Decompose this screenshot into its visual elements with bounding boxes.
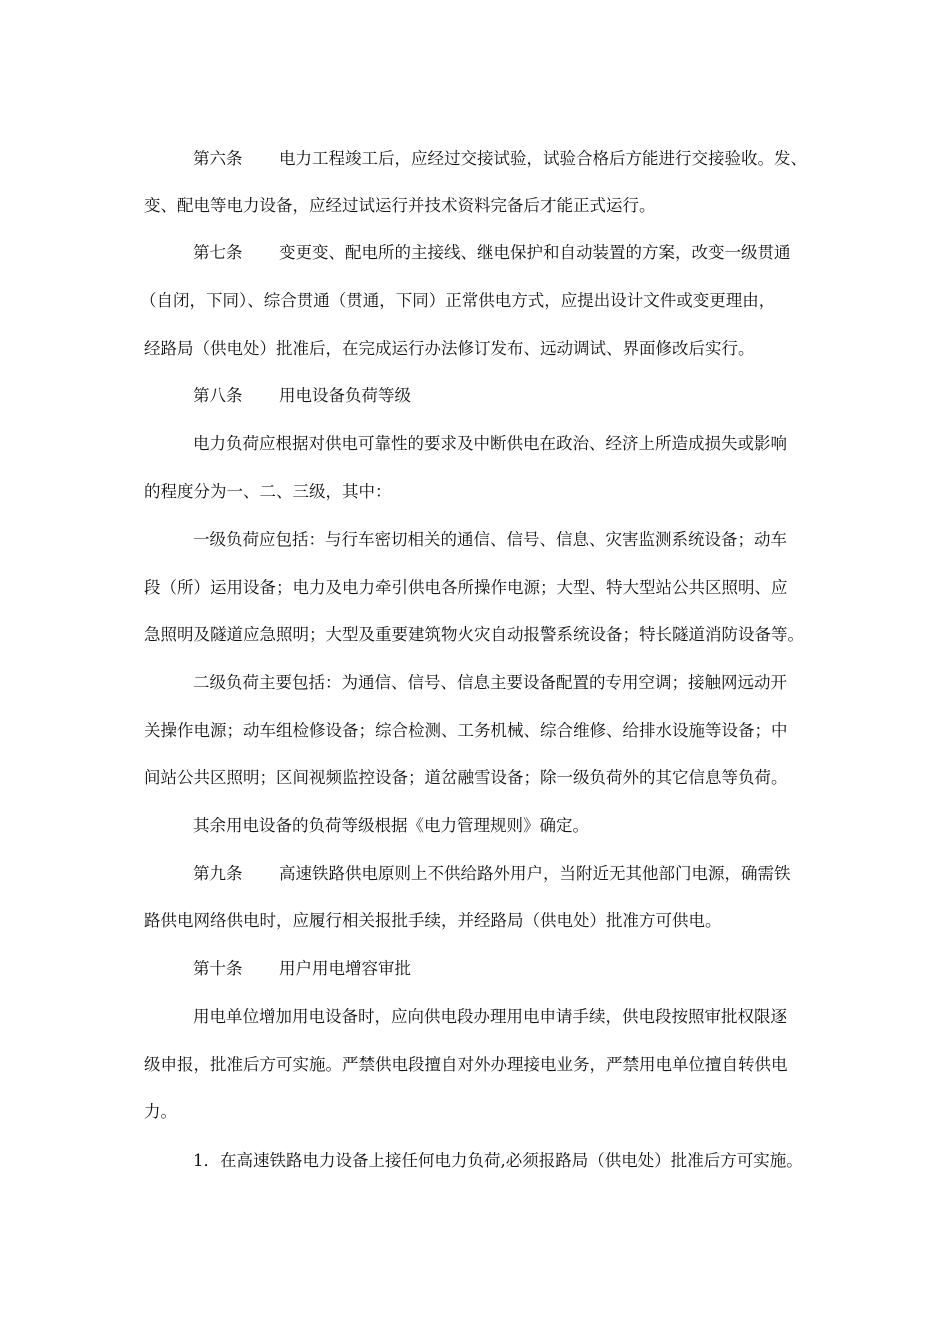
article-7-line-3: 经路局（供电处）批准后，在完成运行办法修订发布、远动调试、界面修改后实行。 <box>144 339 755 358</box>
article-8-para-2-line-1: 一级负荷应包括：与行车密切相关的通信、信号、信息、灾害监测系统设备；动车 <box>193 530 787 549</box>
article-9-label: 第九条 <box>193 864 243 883</box>
article-8-label: 第八条 <box>193 386 243 405</box>
article-8-title: 用电设备负荷等级 <box>279 386 411 405</box>
article-8-para-1-line-1: 电力负荷应根据对供电可靠性的要求及中断供电在政治、经济上所造成损失或影响 <box>193 434 787 453</box>
article-8-para-3-line-1: 二级负荷主要包括：为通信、信号、信息主要设备配置的专用空调；接触网远动开 <box>193 673 787 692</box>
article-6-line-2: 变、配电等电力设备，应经过试运行并技术资料完备后才能正式运行。 <box>144 196 656 215</box>
article-6-label: 第六条 <box>193 149 243 168</box>
article-8-para-4-line-1: 其余用电设备的负荷等级根据《电力管理规则》确定。 <box>193 816 589 835</box>
article-9-line-1: 高速铁路供电原则上不供给路外用户，当附近无其他部门电源，确需铁 <box>279 864 791 883</box>
article-7-line-1: 变更变、配电所的主接线、继电保护和自动装置的方案，改变一级贯通 <box>279 243 791 262</box>
article-6-line-1: 电力工程竣工后，应经过交接试验，试验合格后方能进行交接验收。发、 <box>279 149 807 168</box>
article-9-line-2: 路供电网络供电时，应履行相关报批手续，并经路局（供电处）批准方可供电。 <box>144 911 722 930</box>
article-10-para-1-line-1: 用电单位增加用电设备时，应向供电段办理用电申请手续，供电段按照审批权限逐 <box>193 1007 787 1026</box>
article-8-para-3-line-2: 关操作电源；动车组检修设备；综合检测、工务机械、综合维修、给排水设施等设备；中 <box>144 721 788 740</box>
article-10-item-1: 1．在高速铁路电力设备上接任何电力负荷,必须报路局（供电处）批准后方可实施。 <box>193 1151 803 1170</box>
article-8-para-1-line-2: 的程度分为一、二、三级，其中： <box>144 482 392 501</box>
article-10-title: 用户用电增容审批 <box>279 959 411 978</box>
article-8-para-2-line-3: 急照明及隧道应急照明；大型及重要建筑物火灾自动报警系统设备；特长隧道消防设备等。 <box>144 625 804 644</box>
article-8-para-3-line-3: 间站公共区照明；区间视频监控设备；道岔融雪设备；除一级负荷外的其它信息等负荷。 <box>144 768 788 787</box>
article-7-line-2: （自闭，下同）、综合贯通（贯通，下同）正常供电方式，应提出设计文件或变更理由， <box>140 291 776 310</box>
article-7-label: 第七条 <box>193 243 243 262</box>
article-8-para-2-line-2: 段（所）运用设备；电力及电力牵引供电各所操作电源；大型、特大型站公共区照明、应 <box>144 578 788 597</box>
article-10-label: 第十条 <box>193 959 243 978</box>
article-10-para-1-line-2: 级申报，批准后方可实施。严禁供电段擅自对外办理接电业务，严禁用电单位擅自转供电 <box>144 1055 788 1074</box>
article-10-para-1-line-3: 力。 <box>144 1102 177 1121</box>
